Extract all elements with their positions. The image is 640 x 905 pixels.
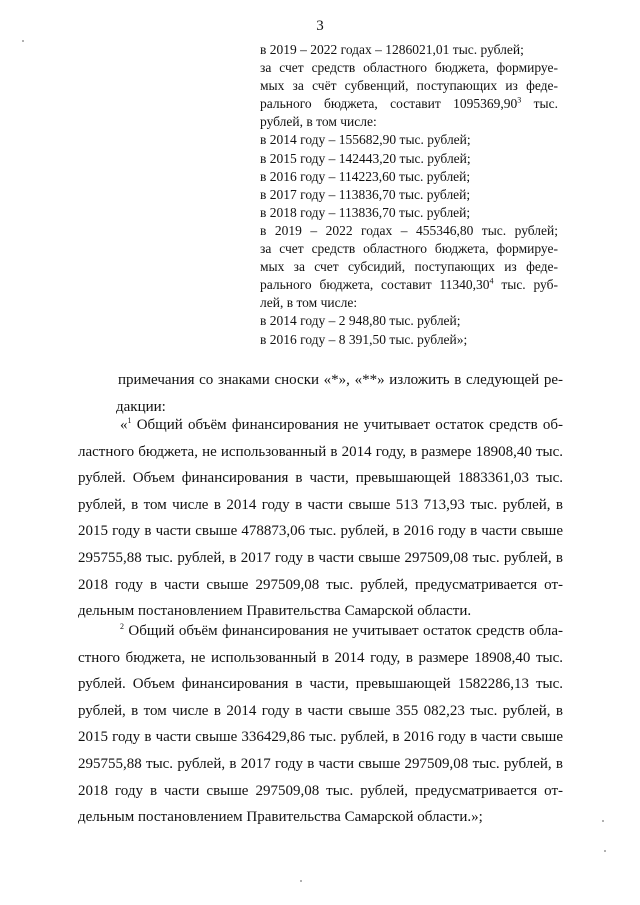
budget-line: за счет средств областного бюджета, формируе- [260,60,558,76]
footnote-ref: 3 [517,95,522,105]
footnote-line: 2015 году в части свыше 478873,06 тыс. рублей, в 2016 году в части свыше [78,523,563,540]
footnote-line: «$^1$ Общий объём финансирования не учитывает остаток средств об- [120,416,563,433]
page-number: 3 [316,18,324,34]
scan-speck [22,40,24,42]
footnote-line: ластного бюджета, не использованный в 2014 году, в размере 18908,40 тыс. [78,443,563,460]
footnote-ref: 4 [489,276,494,286]
budget-line: в 2019 – 2022 годах – 1286021,01 тыс. рублей; [260,42,524,57]
budget-line: в 2016 году – 114223,60 тыс. рублей; [260,168,471,184]
footnote-line: стного бюджета, не использованный в 2014 году, в размере 18908,40 тыс. [78,649,563,666]
budget-line: в 2016 году – 8 391,50 тыс. рублей»; [260,331,468,347]
footnote-1 [78,412,563,625]
budget-line: в 2019 – 2022 годах – 455346,80 тыс. рублей; [260,222,558,238]
footnote-line: 2018 году в части свыше 297509,08 тыс. рублей, предусматривается от- [78,782,563,799]
budget-line: мых за счёт субвенций, поступающих из феде- [260,78,558,94]
intro-line: примечания со знаками сноски «*», «**» изложить в следующей ре- [118,372,563,388]
footnote-marker: 1 [127,416,132,425]
budget-line: в 2015 году – 142443,20 тыс. рублей; [260,150,471,166]
footnote-line: 295755,88 тыс. рублей, в 2017 году в части свыше 297509,08 тыс. рублей, в [78,755,563,772]
footnote-line: 295755,88 тыс. рублей, в 2017 году в части свыше 297509,08 тыс. рублей, в [78,549,563,566]
budget-line: мых за счет субсидий, поступающих из феде- [260,259,558,275]
intro-line: дакции: [116,398,166,415]
footnote-2 [78,618,563,831]
budget-line: в 2017 году – 113836,70 тыс. рублей; [260,186,471,202]
budget-line: рального бюджета, составит 11340,30$^4$ тыс. руб- [260,276,558,293]
footnote-line: 2018 году в части свыше 297509,08 тыс. рублей, предусматривается от- [78,576,563,593]
footnote-line: рублей, в том числе в 2014 году в части свыше 513 713,93 тыс. рублей, в [78,496,563,513]
budget-line: в 2014 году – 155682,90 тыс. рублей; [260,132,471,148]
footnote-marker: 2 [120,622,124,631]
budget-line: лей, в том числе: [260,295,358,311]
footnote-line: рублей. Объем финансирования в части, превышающей 1883361,03 тыс. [78,470,563,487]
footnote-line: 2015 году в части свыше 336429,86 тыс. рублей, в 2016 году в части свыше [78,729,563,746]
footnote-line: $^2$ Общий объём финансирования не учитывает остаток средств обла- [120,622,563,639]
footnote-line: дельным постановлением Правительства Самарской области. [78,603,472,620]
budget-line: за счет средств областного бюджета, формируе- [260,241,558,257]
budget-line: в 2018 году – 113836,70 тыс. рублей; [260,204,471,220]
budget-line: рублей, в том числе: [260,114,377,130]
budget-line: в 2014 году – 2 948,80 тыс. рублей; [260,313,461,329]
footnote-line: дельным постановлением Правительства Самарской области.»; [78,809,483,826]
scan-speck [602,820,604,822]
footnote-line: рублей. Объем финансирования в части, превышающей 1582286,13 тыс. [78,676,563,693]
footnote-line: рублей, в том числе в 2014 году в части свыше 355 082,23 тыс. рублей, в [78,702,563,719]
budget-line: рального бюджета, составит 1095369,90$^3$ тыс. [260,95,558,112]
scan-speck [604,850,606,852]
budget-block [260,41,558,349]
scan-speck [300,880,302,882]
